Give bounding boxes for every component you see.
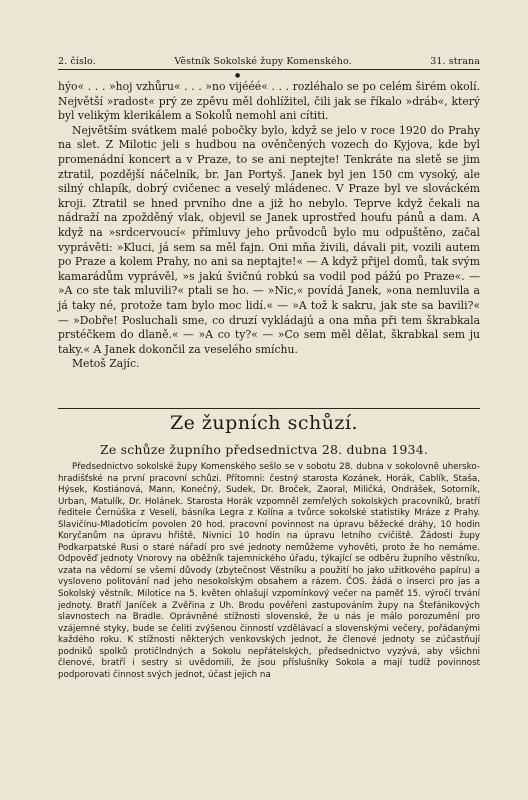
section-subtitle: Ze schůze župního předsednictva 28. dubna 1934.	[99, 442, 429, 457]
section-title: Ze župních schůzí.	[169, 412, 359, 434]
running-header	[58, 56, 480, 67]
section-divider	[58, 408, 480, 409]
story-paragraph: Největším svátkem malé pobočky bylo, když se jelo v roce 1920 do Prahy na slet. Z Milotic jeli s hudbou na ověnčených vozech do Kyjova, kde byl promenádní koncert a v Praze, to se ani neptejte! Tenkráte na sletě se jim ztratil, pozdější náčelník, br. Jan Portyš. Janek byl jen 150 cm vysoký, ale silný chlapík, dobrý cvičenec a veselý mládenec. V Praze byl ve slováckém kroji. Ztratil se hned prvního dne a již ho nebylo. Teprve když čekali na nádraží na zpožděný vlak, objevil se Janek uprostřed houfu pánů a dam. A když na »srdcervoucí« přímluvy jeho průvodců bylo mu odpuštěno, začal vyprávěti: »Kluci, já sem sa měl fajn. Oni mňa živili, dávali pit, vozili autem po Praze a kolem Prahy, no ani sa neptajte!« — A když přijel domů, tak svým kamarádům vyprávěl, »s jakú švičnú robkú sa vodil pod pážú po Praze«. — »A co ste tak mluvili?« ptali se ho. — »Nic,« povídá Janek, »ona nemluvila a já taky né, protože tam bylo moc lidí.« — »A tož k sakru, jak ste sa bavili?« — »Dobře! Posluchali sme, co druzí vykládajú a ona mňa při tem škrabkala prstéčkem do dlaně.« — »A co ty?« — »Co sem měl dělat, škrabkal sem ju taky.« A Janek dokončil za veselého smíchu.	[58, 123, 480, 356]
report-paragraph: Předsednictvo sokolské župy Komenského sešlo se v sobotu 28. dubna v sokolovně uhersko-hradišťské na první pracovní schůzi. Přítomni: čestný starosta Kozánek, Horák, Cablík, Staša, Hýsek, Kostiánová, Mann, Konečný, Sudek, Dr. Broček, Zaoral, Miličká, Ondrášek, Sotorník, Urban, Matulík, Dr. Holánek. Starosta Horák vzpomněl zemřelých sokolských pracovníků, bratří ředitele Černúška z Veselí, básníka Legra z Kolína a tvůrce sokolské statistiky Mráze z Prahy. Slavičínu-Mladoticím povolen 20 hod. pracovní povinnost na úpravu běžecké dráhy, 10 hodin Koryčanům na úpravu hřiště, Nivnici 10 hodin na úpravu letního cvičiště. Žádosti župy Podkarpatské Rusi o staré nářadí pro své jednoty nemůžeme vyhověti, proto že ho nemáme. Odpověď jednoty Vnorovy na oběžník tajemnického úřadu, týkající se odběru župního věstníku, vzata na vědomí se všemi důvody (zbytečnost Věstníku a použití ho jako užitkového papíru) a vysloveno politování nad jeho nesokolským obsahem a rázem. ČOS. žádá o inserci pro jas a Sokolský věstník. Milotice na 5. květen ohlašují vzpomínkový večer na paměť 15. výročí trvání jednoty. Bratří Janíček a Zvěřina z Uh. Brodu pověřeni zastupováním župy na Štefánikových slavnostech na Bradle. Oprávněné stížnosti slovenské, že u nás je málo porozumění pro vzájemné styky, bude se čeliti zvýšenou činností vzdělávací a slovenskými večery, pořádanými každého roku. K stížnosti některých venkovských jednot, že členové jednoty se zúčastňují podniků spolků protičlndných a Sokolu nepřátelských, předsednictvo vyzývá, aby všichni členové, bratří i sestry si uvědomili, že jsou příslušníky Sokola a mají tudíž povinnost podporovati činnost svých jednot, účast jejich na	[58, 462, 480, 680]
page-number: 31. strana	[430, 56, 480, 67]
author-signature: Metoš Zajíc.	[72, 357, 140, 371]
story-text	[58, 80, 480, 372]
journal-title: Věstník Sokolské župy Komenského.	[174, 56, 352, 67]
meeting-report	[58, 462, 480, 681]
story-paragraph: hýo« . . . »hoj vzhůru« . . . »no vijééé« . . . rozléhalo se po celém širém okolí. Největší »radost« prý ze zpěvu měl dohlížitel, čili jak se říkalo »dráb«, který byl velikým klerikálem a Sokolů nemohl ani cítiti.	[58, 80, 480, 123]
ornament-dot: ●	[235, 72, 241, 79]
issue-number: 2. číslo.	[58, 56, 96, 67]
header-rule	[58, 69, 480, 70]
